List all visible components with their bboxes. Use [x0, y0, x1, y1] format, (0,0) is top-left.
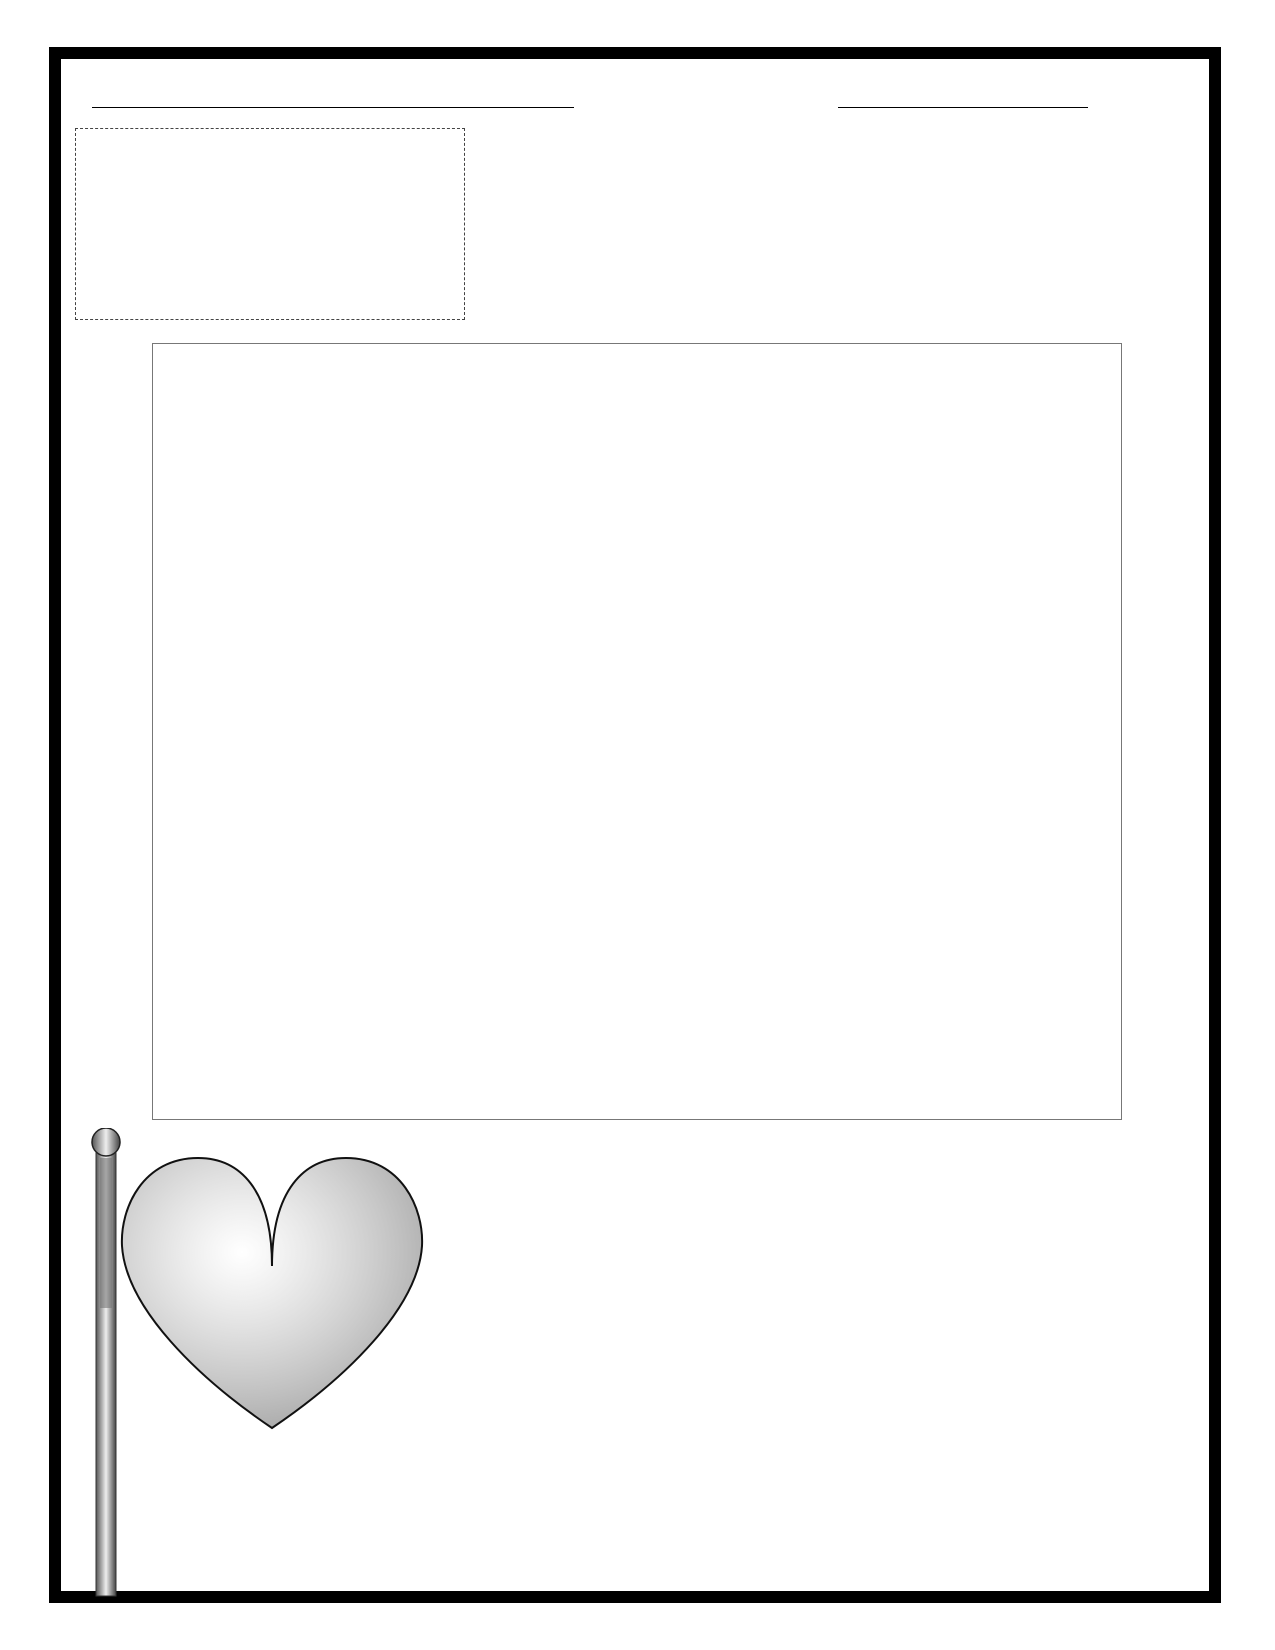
word-search-grid: [152, 343, 1122, 1120]
date-field[interactable]: [838, 86, 1088, 108]
name-field[interactable]: [92, 86, 574, 108]
name-line[interactable]: [92, 87, 574, 108]
flag-art: [88, 1128, 468, 1598]
word-list: [470, 1146, 1190, 1526]
instructions-box: [75, 128, 465, 320]
date-line[interactable]: [838, 87, 1088, 108]
flagpole-icon: [92, 1128, 120, 1596]
